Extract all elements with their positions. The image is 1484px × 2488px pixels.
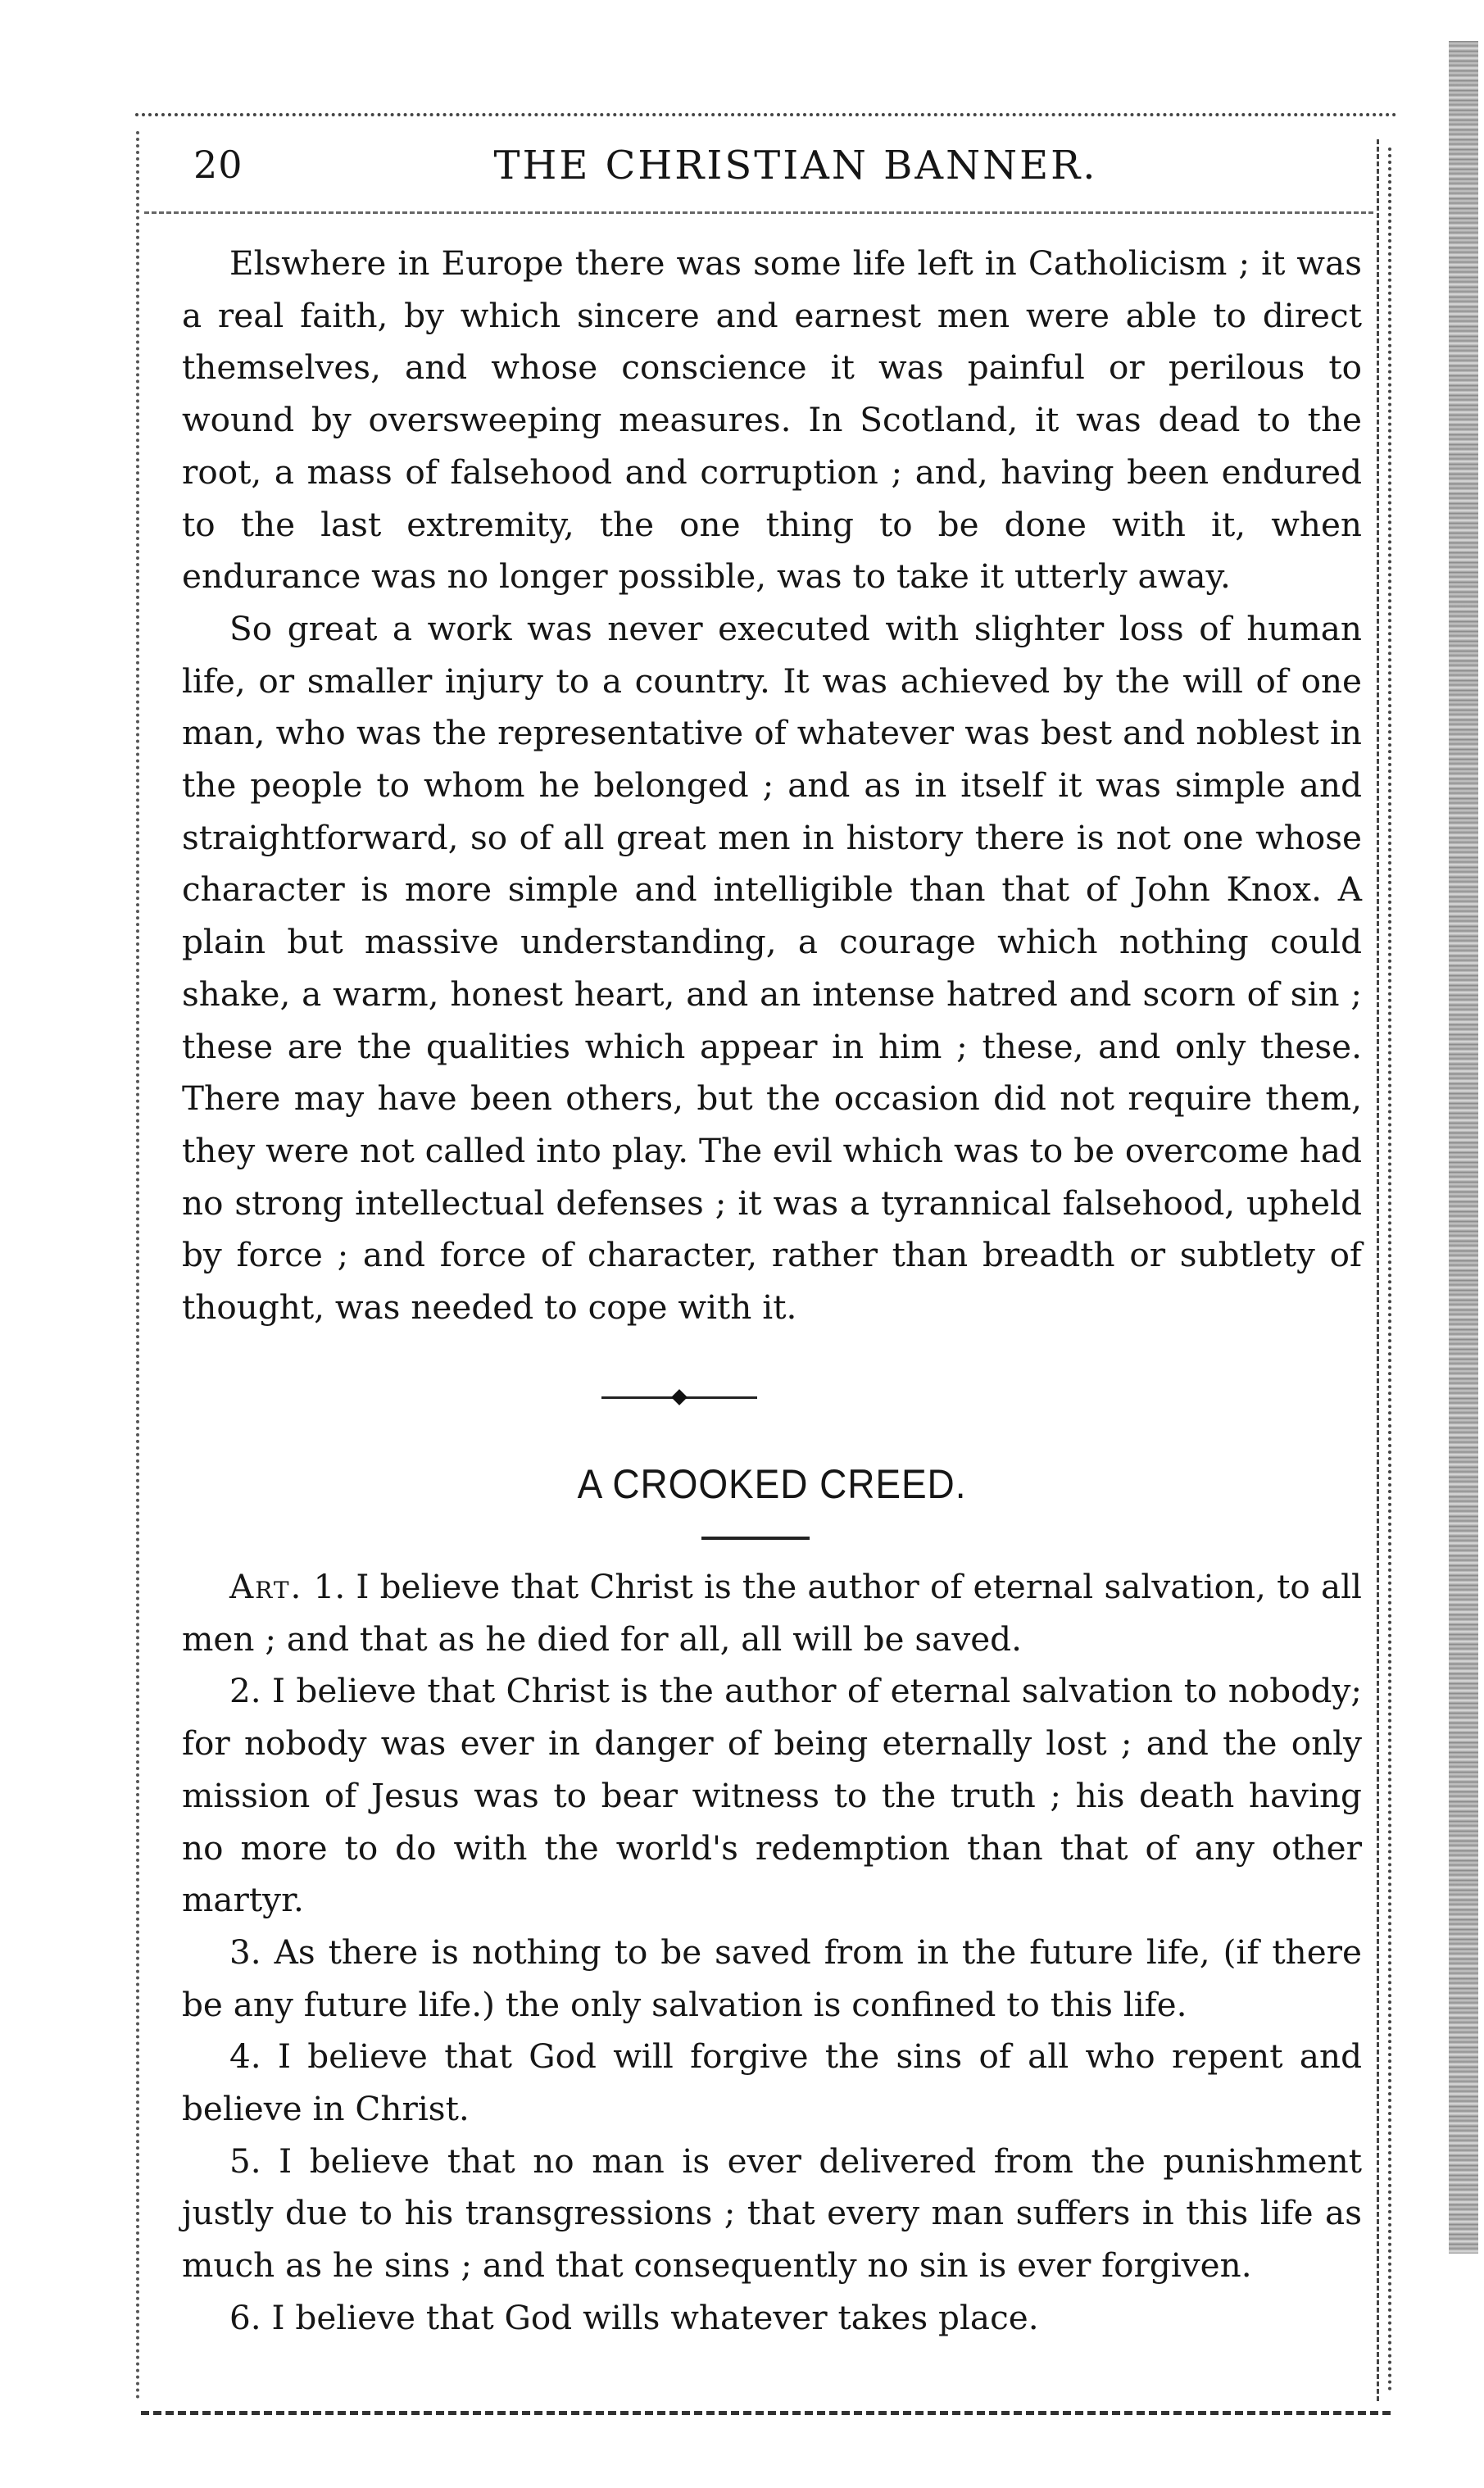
header-rule (144, 211, 1373, 214)
essay-paragraph: So great a work was never executed with slighter loss of human life, or smaller injury to a country. It was achieved by the will of one man, who was the representative of whatever was best and noblest in the people to whom he belonged ; and as in itself it was simple and straightforward, so of all great men in history there is not one whose character is more simple and intelligible than that of John Knox. A plain but massive understanding, a courage which nothing could shake, a warm, honest heart, and an intense hatred and scorn of sin ; these are the qualities which appear in him ; these, and only these. There may have been others, but the occasion did not require them, they were not called into play. The evil which was to be overcome had no strong intellectual defenses ; it was a tyrannical falsehood, upheld by force ; and force of character, rather than breadth or subtlety of thought, was needed to cope with it. (182, 608, 1362, 1328)
frame-right-border-outer (1388, 148, 1391, 2393)
frame-left-border (136, 131, 139, 2401)
scan-edge-strip (1449, 41, 1478, 2254)
creed-article-5: 5. I believe that no man is ever delivered from the punishment justly due to his transgressions ; that every man suffers in this life as much as he sins ; and that consequently no sin is ever forgiven. (182, 2141, 1362, 2286)
creed-article-6: 6. I believe that God wills whatever takes place. (229, 2297, 1039, 2337)
article-text: 1. I believe that Christ is the author of eternal salvation, to all men ; and that as he died for all, all will be saved. (182, 1567, 1362, 1659)
page-number: 20 (193, 143, 243, 187)
frame-top-border (135, 113, 1397, 116)
frame-bottom-border (141, 2411, 1391, 2415)
page-header (193, 138, 1365, 203)
creed-article-3: 3. As there is nothing to be saved from in the future life, (if there be any future life.) the only salvation is confined to this life. (182, 1932, 1362, 2024)
section-title: A CROOKED CREED. (577, 1461, 967, 1507)
article-label: Art. (229, 1567, 303, 1606)
creed-articles (182, 1561, 1362, 2345)
frame-right-border (1377, 139, 1379, 2401)
essay-paragraph: Elswhere in Europe there was some life left in Catholicism ; it was a real faith, by which sincere and earnest men were able to direct themselves, and whose conscience it was painful or perilous to wound by oversweeping measures. In Scotland, it was dead to the root, a mass of falsehood and corruption ; and, having been endured to the last extremity, the one thing to be done with it, when endurance was no longer possible, was to take it utterly away. (182, 243, 1362, 597)
creed-article-4: 4. I believe that God will forgive the sins of all who repent and believe in Christ. (182, 2036, 1362, 2129)
divider-diamond-icon (671, 1389, 688, 1405)
essay-text (182, 238, 1362, 1334)
creed-article-1 (182, 1561, 1362, 1665)
section-divider-ornament (601, 1389, 757, 1405)
title-rule (701, 1537, 810, 1540)
running-title: THE CHRISTIAN BANNER. (493, 143, 1098, 188)
creed-article-2: 2. I believe that Christ is the author of eternal salvation to nobody; for nobody was ever in danger of being eternally lost ; and the only mission of Jesus was to bear witness to the truth ; his death having no more to do with the world's redemption than that of any other martyr. (182, 1671, 1362, 1920)
